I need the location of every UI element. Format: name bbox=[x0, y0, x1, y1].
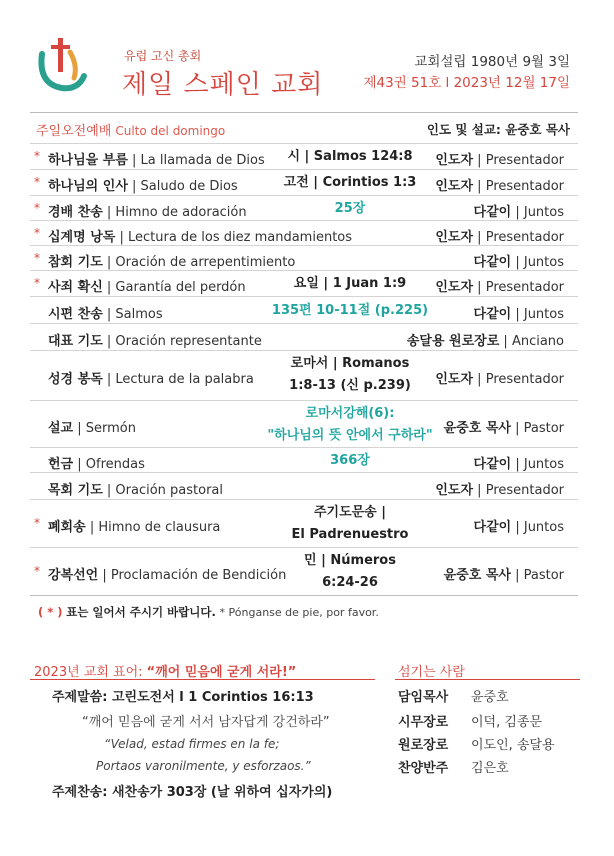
service-item-leader-es: Juntos bbox=[523, 520, 564, 535]
service-item-detail bbox=[245, 172, 455, 194]
motto-year: 2023년 교회 표어: bbox=[34, 665, 143, 680]
service-item-detail bbox=[245, 198, 455, 220]
standing-note-es: * Pónganse de pie, por favor. bbox=[219, 606, 379, 619]
service-item-row bbox=[30, 400, 578, 447]
service-item-label: 사죄 확신 | Garantía del perdón bbox=[48, 280, 246, 295]
service-item-label: 강복선언 | Proclamación de Bendición bbox=[48, 568, 287, 583]
service-item-leader-es: Juntos bbox=[523, 254, 564, 270]
service-item-leader-ko: 인도자 bbox=[435, 482, 474, 498]
service-item-leader-ko: 인도자 bbox=[435, 153, 474, 168]
service-item-leader: 다같이 | Juntos bbox=[473, 306, 564, 322]
service-item-es: Oración de arrepentimiento bbox=[115, 254, 296, 270]
service-item-es: Oración representante bbox=[115, 333, 262, 349]
service-item-row bbox=[30, 220, 578, 245]
service-item-ko: 시편 찬송 bbox=[48, 306, 103, 322]
service-item-leader-ko: 다같이 bbox=[473, 520, 512, 535]
service-item-detail-line1: 민 | Números bbox=[304, 553, 396, 568]
service-item-label: 시편 찬송 | Salmos bbox=[48, 306, 163, 322]
service-item-leader: 인도자 | Presentador bbox=[435, 280, 564, 295]
officiant: 인도 및 설교: 윤중호 목사 bbox=[426, 122, 570, 137]
service-item-leader: 다같이 | Juntos bbox=[473, 254, 564, 270]
verse-es-line1: “Velad, estad firmes en la fe; bbox=[104, 737, 280, 751]
service-item-es: Proclamación de Bendición bbox=[110, 568, 287, 583]
service-item-leader-es: Presentador bbox=[485, 372, 564, 387]
standing-mark: * bbox=[34, 175, 40, 189]
service-item-ko: 참회 기도 bbox=[48, 254, 103, 270]
service-item-leader-ko: 윤중호 목사 bbox=[443, 568, 511, 583]
service-item-detail-line1: 로마서강해(6): bbox=[305, 406, 395, 421]
service-item-es: Lectura de la palabra bbox=[115, 372, 254, 387]
service-item-detail-line2: El Padrenuestro bbox=[291, 527, 409, 542]
service-item-label: 대표 기도 | Oración representante bbox=[48, 333, 262, 349]
service-item-leader-es: Juntos bbox=[523, 306, 564, 322]
service-item-leader: 인도자 | Presentador bbox=[435, 229, 564, 245]
service-item-detail bbox=[245, 146, 455, 168]
service-item-label: 목회 기도 | Oración pastoral bbox=[48, 482, 224, 498]
church-logo bbox=[34, 36, 114, 94]
service-item-row bbox=[30, 270, 578, 296]
service-item-leader-es: Presentador bbox=[485, 280, 564, 295]
theme-hymn: 주제찬송: 새찬송가 303장 (날 위하여 십자가의) bbox=[52, 785, 333, 800]
service-item-row bbox=[30, 350, 578, 400]
service-item-leader-ko: 다같이 bbox=[473, 254, 512, 270]
service-item-row bbox=[30, 323, 578, 350]
service-item-leader-ko: 윤중호 목사 bbox=[443, 420, 511, 436]
standing-mark: * bbox=[34, 200, 40, 215]
service-item-label: 참회 기도 | Oración de arrepentimiento bbox=[48, 254, 296, 270]
service-item-label: 하나님을 부름 | La llamada de Dios bbox=[48, 153, 265, 168]
bottom-divider bbox=[30, 595, 578, 596]
standing-mark: * bbox=[34, 225, 40, 240]
service-item-leader-ko: 다같이 bbox=[473, 204, 512, 220]
service-item-row bbox=[30, 547, 578, 595]
service-item-es: La llamada de Dios bbox=[140, 153, 265, 168]
service-item-ko: 십계명 낭독 bbox=[48, 229, 116, 245]
service-item-leader-es: Juntos bbox=[523, 456, 564, 472]
service-item-ko: 헌금 bbox=[48, 456, 74, 472]
service-item-es: Oración pastoral bbox=[115, 482, 224, 498]
service-item-leader: 인도자 | Presentador bbox=[435, 179, 564, 194]
service-item-es: Lectura de los diez mandamientos bbox=[127, 229, 353, 245]
service-item-es: Saludo de Dios bbox=[140, 179, 238, 194]
servants-title: 섬기는 사람 bbox=[398, 665, 465, 680]
issue-info: 제43권 51호 l 2023년 12월 17일 bbox=[363, 75, 570, 91]
service-item-detail-line1: 요일 | 1 Juan 1:9 bbox=[293, 276, 407, 291]
service-item-ko: 사죄 확신 bbox=[48, 280, 103, 295]
standing-mark: * bbox=[34, 516, 40, 530]
service-item-ko: 목회 기도 bbox=[48, 482, 103, 498]
service-item-row bbox=[30, 472, 578, 499]
service-item-detail bbox=[245, 550, 455, 594]
service-item-label: 십계명 낭독 | Lectura de los diez mandamientos bbox=[48, 229, 353, 245]
service-item-detail-line1: 25장 bbox=[334, 200, 366, 216]
service-item-leader: 인도자 | Presentador bbox=[435, 153, 564, 168]
service-item-leader: 인도자 | Presentador bbox=[435, 372, 564, 387]
service-item-leader-ko: 다같이 bbox=[473, 456, 512, 472]
service-item-es: Sermón bbox=[85, 420, 137, 436]
servant-role: 찬양반주 bbox=[398, 761, 449, 776]
service-item-ko: 설교 bbox=[48, 420, 74, 436]
service-item-leader-ko: 다같이 bbox=[473, 306, 512, 322]
service-item-es: Ofrendas bbox=[85, 456, 145, 472]
service-item-detail bbox=[245, 300, 455, 322]
standing-mark: * bbox=[34, 149, 40, 163]
service-item-ko: 하나님의 인사 bbox=[48, 179, 128, 194]
service-item-leader-ko: 인도자 bbox=[435, 179, 474, 194]
servant-role: 원로장로 bbox=[398, 738, 449, 753]
service-item-row bbox=[30, 447, 578, 472]
servant-role: 시무장로 bbox=[398, 715, 449, 730]
service-item-ko: 경배 찬송 bbox=[48, 204, 103, 220]
service-item-leader-es: Pastor bbox=[523, 568, 564, 583]
service-item-row bbox=[30, 195, 578, 220]
service-item-detail-line2: 6:24-26 bbox=[322, 575, 378, 590]
service-item-leader-ko: 인도자 bbox=[435, 229, 474, 245]
service-item-ko: 강복선언 bbox=[48, 568, 99, 583]
service-item-leader: 다같이 | Juntos bbox=[473, 204, 564, 220]
service-item-leader-ko: 송달용 원로장로 bbox=[406, 333, 500, 349]
service-item-leader: 다같이 | Juntos bbox=[473, 520, 564, 535]
standing-mark: * bbox=[34, 564, 40, 578]
top-divider bbox=[30, 112, 578, 113]
standing-note bbox=[38, 604, 379, 620]
service-item-detail-line1: 고전 | Corintios 1:3 bbox=[283, 175, 417, 190]
service-item-leader-ko: 인도자 bbox=[435, 280, 474, 295]
service-item-es: Garantía del perdón bbox=[115, 280, 246, 295]
service-item-leader-ko: 인도자 bbox=[435, 372, 474, 387]
service-item-row bbox=[30, 169, 578, 195]
service-item-leader-es: Juntos bbox=[523, 204, 564, 220]
service-item-row bbox=[30, 499, 578, 547]
service-item-es: Himno de adoración bbox=[115, 204, 247, 220]
service-item-leader: 윤중호 목사 | Pastor bbox=[443, 568, 564, 583]
motto-divider bbox=[30, 679, 375, 680]
service-item-leader-es: Presentador bbox=[485, 229, 564, 245]
service-item-row bbox=[30, 245, 578, 270]
service-item-label: 경배 찬송 | Himno de adoración bbox=[48, 204, 247, 220]
service-item-detail-line2: "하나님의 뜻 안에서 구하라" bbox=[267, 428, 433, 443]
service-item-leader-es: Presentador bbox=[485, 153, 564, 168]
service-item-ko: 폐회송 bbox=[48, 520, 86, 535]
service-item-detail-line1: 135편 10-11절 (p.225) bbox=[271, 302, 429, 318]
service-item-leader-es: Pastor bbox=[523, 420, 564, 436]
service-item-detail bbox=[245, 403, 455, 447]
service-item-leader-es: Presentador bbox=[485, 179, 564, 194]
service-item-label: 성경 봉독 | Lectura de la palabra bbox=[48, 372, 254, 387]
theme-verse: 주제말씀: 고린도전서 l 1 Corintios 16:13 bbox=[52, 690, 314, 705]
service-item-row bbox=[30, 143, 578, 169]
service-item-detail bbox=[245, 502, 455, 546]
service-item-leader: 송달용 원로장로 | Anciano bbox=[406, 333, 564, 349]
service-item-detail-line1: 주기도문송 | bbox=[313, 505, 387, 520]
service-item-leader: 윤중호 목사 | Pastor bbox=[443, 420, 564, 436]
motto-slogan: “깨어 믿음에 굳게 서라!” bbox=[146, 665, 297, 680]
service-item-label: 폐회송 | Himno de clausura bbox=[48, 520, 221, 535]
standing-note-ko: 표는 일어서 주시기 바랍니다. bbox=[66, 605, 216, 619]
servant-role: 담임목사 bbox=[398, 690, 449, 705]
service-item-detail bbox=[245, 273, 455, 295]
service-item-detail-line1: 시 | Salmos 124:8 bbox=[287, 149, 413, 164]
service-item-detail bbox=[245, 353, 455, 397]
service-title-es: Culto del domingo bbox=[115, 124, 226, 138]
service-item-detail-line1: 366장 bbox=[330, 452, 370, 468]
standing-mark: * bbox=[34, 276, 40, 290]
service-title bbox=[36, 120, 225, 139]
servant-names: 이도인, 송달용 bbox=[471, 738, 555, 753]
service-item-leader: 다같이 | Juntos bbox=[473, 456, 564, 472]
service-item-es: Himno de clausura bbox=[98, 520, 221, 535]
servant-names: 윤중호 bbox=[471, 690, 509, 705]
service-item-leader-es: Presentador bbox=[485, 482, 564, 498]
service-item-row bbox=[30, 296, 578, 323]
org-name: 유럽 고신 총회 bbox=[124, 49, 202, 63]
servants-divider bbox=[395, 679, 580, 680]
service-item-leader-es: Anciano bbox=[511, 333, 564, 349]
service-item-label: 설교 | Sermón bbox=[48, 420, 137, 436]
service-item-detail-line1: 로마서 | Romanos bbox=[290, 356, 410, 371]
service-item-label: 헌금 | Ofrendas bbox=[48, 456, 145, 472]
servant-names: 김은호 bbox=[471, 761, 509, 776]
standing-mark: * bbox=[34, 250, 40, 265]
service-item-ko: 대표 기도 bbox=[48, 333, 103, 349]
service-item-es: Salmos bbox=[115, 306, 163, 322]
verse-ko: “깨어 믿음에 굳게 서서 남자답게 강건하라” bbox=[82, 715, 330, 730]
standing-mark: ( * ) bbox=[38, 605, 63, 619]
service-item-ko: 하나님을 부름 bbox=[48, 153, 128, 168]
service-item-detail-line2: 1:8-13 (신 p.239) bbox=[289, 378, 411, 393]
service-item-detail bbox=[245, 450, 455, 472]
service-item-ko: 성경 봉독 bbox=[48, 372, 103, 387]
service-item-label: 하나님의 인사 | Saludo de Dios bbox=[48, 179, 238, 194]
established-date: 교회설립 1980년 9월 3일 bbox=[414, 54, 570, 70]
church-name: 제일 스페인 교회 bbox=[122, 70, 324, 100]
service-title-ko: 주일오전예배 bbox=[36, 124, 112, 139]
verse-es-line2: Portaos varonilmente, y esforzaos.” bbox=[96, 759, 311, 773]
motto-title bbox=[34, 661, 296, 680]
servant-names: 이덕, 김종문 bbox=[471, 715, 543, 730]
service-item-leader: 인도자 | Presentador bbox=[435, 482, 564, 498]
